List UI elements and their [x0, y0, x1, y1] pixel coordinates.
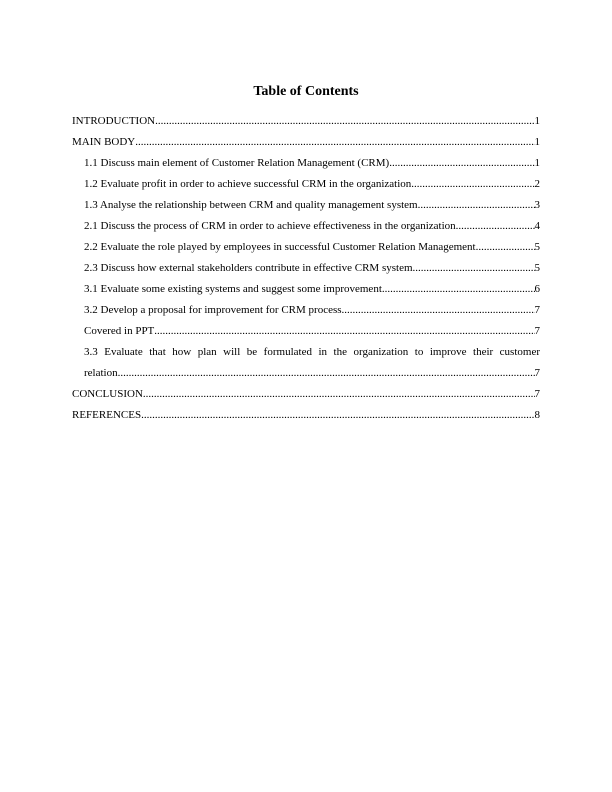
toc-entry-page: 6: [534, 283, 540, 295]
toc-title: Table of Contents: [253, 84, 359, 99]
toc-entry-page: 5: [534, 262, 540, 274]
toc-entry-2-1[interactable]: [72, 216, 540, 237]
toc-entry-conclusion[interactable]: [72, 384, 540, 405]
dot-leader: [456, 216, 535, 237]
dot-leader: [411, 174, 534, 195]
toc-entry-covered-in-ppt[interactable]: [72, 321, 540, 342]
toc-entry-page: 7: [534, 388, 540, 400]
dot-leader: [476, 237, 535, 258]
toc-entry-label: Covered in PPT: [84, 325, 155, 337]
dot-leader: [154, 321, 534, 342]
toc-entry-page: 2: [534, 178, 540, 190]
dot-leader: [135, 132, 534, 153]
toc-entry-label: 1.2 Evaluate profit in order to achieve successful CRM in the organization: [84, 178, 412, 190]
toc-entry-label: CONCLUSION: [72, 388, 143, 400]
toc-entry-1-3[interactable]: [72, 195, 540, 216]
dot-leader: [155, 111, 534, 132]
toc-entry-2-2[interactable]: [72, 237, 540, 258]
dot-leader: [143, 384, 535, 405]
toc-entry-label-line2-row: [84, 363, 540, 384]
toc-entry-page: 3: [534, 199, 540, 211]
dot-leader: [342, 300, 535, 321]
toc-entry-label: 2.1 Discuss the process of CRM in order to achieve effectiveness in the organization: [84, 220, 456, 232]
toc-entry-references[interactable]: [72, 405, 540, 426]
toc-entry-1-1[interactable]: [72, 153, 540, 174]
toc-entry-2-3[interactable]: [72, 258, 540, 279]
toc-entry-label: 3.2 Develop a proposal for improvement for CRM process: [84, 304, 342, 316]
toc-entry-3-3[interactable]: [72, 342, 540, 384]
toc-entry-label: 2.2 Evaluate the role played by employees in successful Customer Relation Management: [84, 241, 476, 253]
toc-entry-page: 1: [534, 157, 540, 169]
toc-entry-label: REFERENCES: [72, 409, 142, 421]
toc-entry-page: 7: [534, 367, 540, 379]
toc-entry-page: 7: [534, 325, 540, 337]
dot-leader: [118, 363, 535, 384]
toc-entry-label: 1.3 Analyse the relationship between CRM and quality management system: [84, 199, 418, 211]
toc-entry-introduction[interactable]: [72, 111, 540, 132]
dot-leader: [418, 195, 535, 216]
toc-entry-main-body[interactable]: [72, 132, 540, 153]
toc-entry-3-1[interactable]: [72, 279, 540, 300]
toc-entry-label: MAIN BODY: [72, 136, 136, 148]
dot-leader: [382, 279, 535, 300]
toc-entry-label: 1.1 Discuss main element of Customer Relation Management (CRM): [84, 157, 390, 169]
toc-entry-page: 1: [534, 136, 540, 148]
toc-entry-label: 2.3 Discuss how external stakeholders contribute in effective CRM system: [84, 262, 413, 274]
toc-entry-page: 8: [534, 409, 540, 421]
dot-leader: [413, 258, 535, 279]
toc-entry-label-line2: relation: [84, 367, 118, 379]
toc-entry-label: INTRODUCTION: [72, 115, 156, 127]
toc-entry-label: 3.1 Evaluate some existing systems and suggest some improvement: [84, 283, 382, 295]
toc-entry-page: 7: [534, 304, 540, 316]
dot-leader: [389, 153, 534, 174]
toc-entry-3-2[interactable]: [72, 300, 540, 321]
toc-entry-page: 5: [534, 241, 540, 253]
toc-entry-1-2[interactable]: [72, 174, 540, 195]
dot-leader: [141, 405, 534, 426]
toc-entry-label-line1: 3.3 Evaluate that how plan will be formulated in the organization to improve their customer: [84, 346, 540, 358]
table-of-contents: [72, 111, 540, 426]
toc-entry-page: 1: [534, 115, 540, 127]
toc-entry-page: 4: [534, 220, 540, 232]
